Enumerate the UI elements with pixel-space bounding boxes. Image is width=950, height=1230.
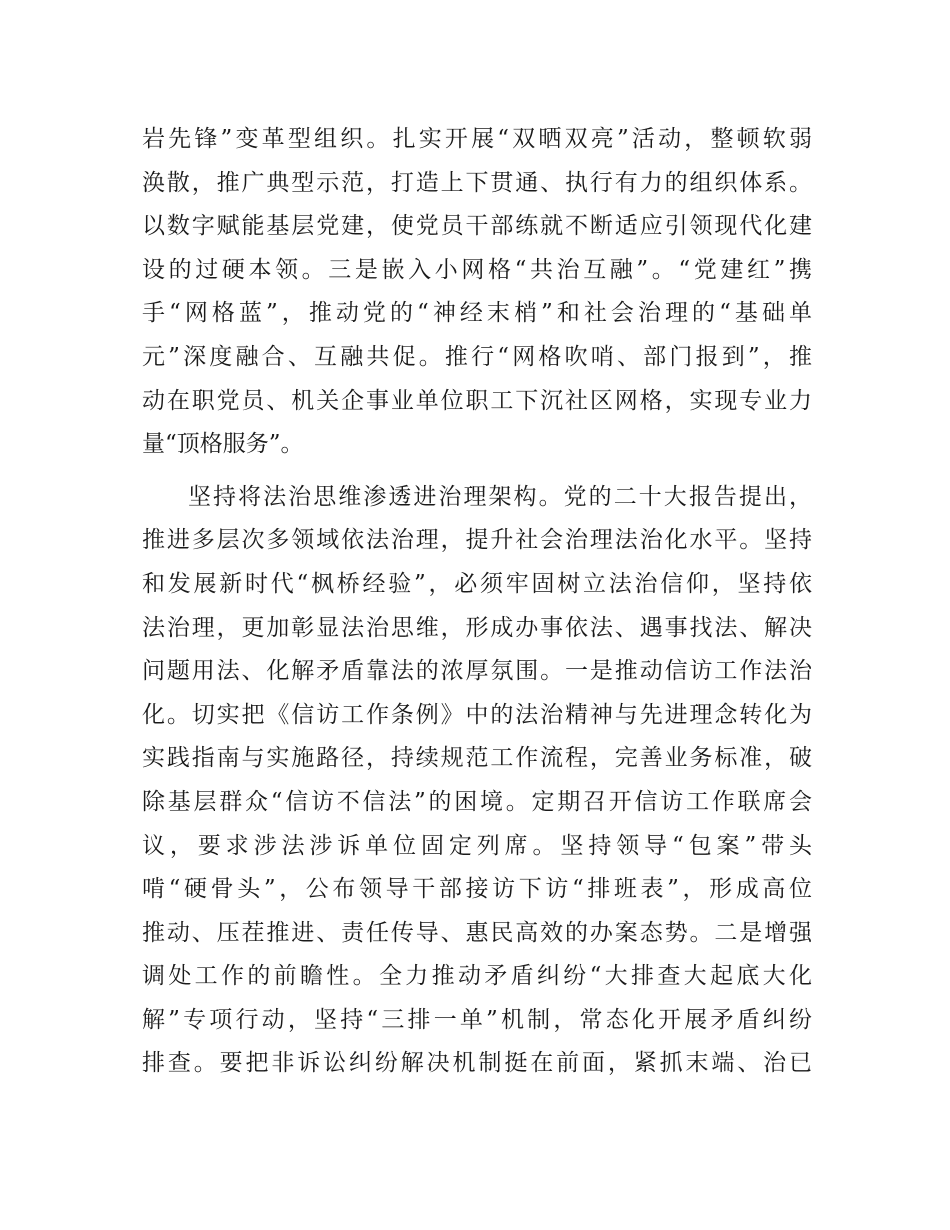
paragraph-line: 法治理，更加彰显法治思维，形成办事依法、遇事找法、解决 [142, 614, 812, 641]
paragraph-line: 坚持将法治思维渗透进治理架构。党的二十大报告提出， [188, 483, 812, 510]
paragraph-line: 量“顶格服务”。 [142, 431, 304, 458]
paragraph-line: 手“网格蓝”，推动党的“神经末梢”和社会治理的“基础单 [142, 300, 812, 327]
document-body [142, 118, 812, 1086]
paragraph-line: 问题用法、化解矛盾靠法的浓厚氛围。一是推动信访工作法治 [142, 658, 812, 685]
paragraph-line: 动在职党员、机关企事业单位职工下沉社区网格，实现专业力 [142, 387, 812, 414]
paragraph-line: 推动、压茬推进、责任传导、惠民高效的办案态势。二是增强 [142, 919, 812, 946]
paragraph-line: 实践指南与实施路径，持续规范工作流程，完善业务标准，破 [142, 745, 812, 772]
paragraph-1 [142, 118, 812, 467]
paragraph-line: 调处工作的前瞻性。全力推动矛盾纠纷“大排查大起底大化 [142, 963, 812, 990]
paragraph-line: 以数字赋能基层党建，使党员干部练就不断适应引领现代化建 [142, 213, 812, 240]
paragraph-line: 推进多层次多领域依法治理，提升社会治理法治化水平。坚持 [142, 527, 812, 554]
paragraph-line: 元”深度融合、互融共促。推行“网格吹哨、部门报到”，推 [142, 343, 812, 370]
paragraph-line: 排查。要把非诉讼纠纷解决机制挺在前面，紧抓末端、治已 [142, 1050, 812, 1077]
paragraph-line: 化。切实把《信访工作条例》中的法治精神与先进理念转化为 [142, 701, 812, 728]
paragraph-line: 设的过硬本领。三是嵌入小网格“共治互融”。“党建红”携 [142, 256, 812, 283]
paragraph-2 [142, 476, 812, 1086]
paragraph-line: 解”专项行动，坚持“三排一单”机制，常态化开展矛盾纠纷 [142, 1006, 812, 1033]
paragraph-line: 啃“硬骨头”，公布领导干部接访下访“排班表”，形成高位 [142, 876, 812, 903]
paragraph-line: 除基层群众“信访不信法”的困境。定期召开信访工作联席会 [142, 788, 812, 815]
paragraph-line: 涣散，推广典型示范，打造上下贯通、执行有力的组织体系。 [142, 169, 812, 196]
paragraph-line: 和发展新时代“枫桥经验”，必须牢固树立法治信仰，坚持依 [142, 570, 812, 597]
paragraph-line: 议，要求涉法涉诉单位固定列席。坚持领导“包案”带头 [142, 832, 812, 859]
paragraph-line: 岩先锋”变革型组织。扎实开展“双晒双亮”活动，整顿软弱 [142, 126, 812, 152]
